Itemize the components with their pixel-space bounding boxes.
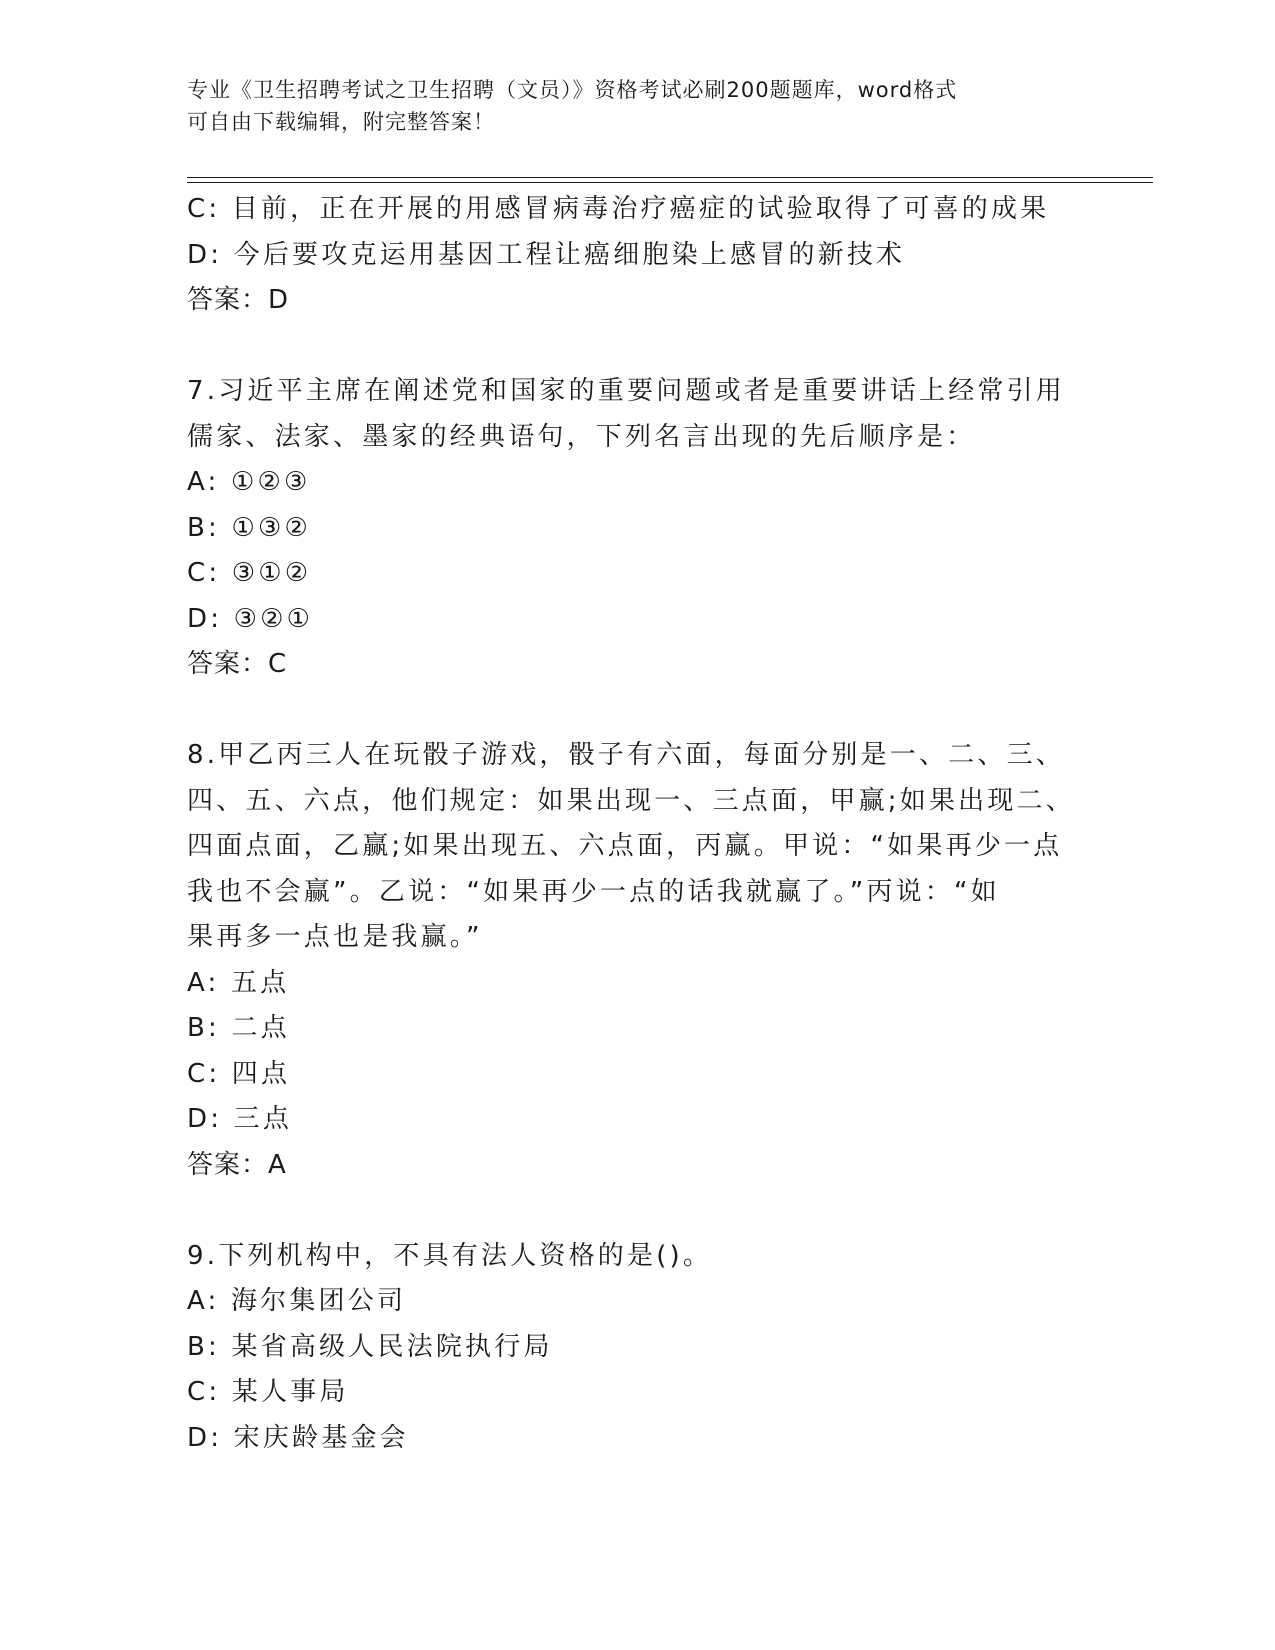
- question-stem-line: 9.下列机构中，不具有法人资格的是()。: [187, 1240, 713, 1271]
- option-c: C: ③①②: [187, 558, 312, 588]
- header-rule-top: [187, 177, 1153, 178]
- answer-line: 答案：C: [187, 649, 288, 679]
- document-header: [187, 74, 1087, 138]
- header-line-1: 专业《卫生招聘考试之卫生招聘（文员）》资格考试必刷200题题库，word格式: [187, 78, 958, 102]
- option-a: A: ①②③: [187, 467, 311, 497]
- question-stem-line: 8.甲乙丙三人在玩骰子游戏，骰子有六面，每面分别是一、二、三、: [187, 740, 1066, 770]
- option-d: D: 宋庆龄基金会: [187, 1422, 409, 1453]
- question-stem-line: 7.习近平主席在阐述党和国家的重要问题或者是重要讲话上经常引用: [187, 376, 1066, 406]
- option-b: B: ①③②: [187, 512, 311, 543]
- option-c: C: 某人事局: [187, 1377, 349, 1407]
- option-d: D: 三点: [187, 1104, 293, 1134]
- question-7: [187, 369, 1087, 688]
- spacer: [187, 1188, 1087, 1234]
- option-c: C: 目前，正在开展的用感冒病毒治疗癌症的试验取得了可喜的成果: [187, 194, 1050, 224]
- option-d: D: ③②①: [187, 603, 314, 634]
- option-c: C: 四点: [187, 1058, 291, 1089]
- document-body: [187, 187, 1087, 1461]
- header-rule-bottom: [187, 182, 1153, 183]
- option-b: B: 某省高级人民法院执行局: [187, 1331, 553, 1362]
- option-a: A: 海尔集团公司: [187, 1286, 407, 1316]
- question-stem-line: 四面点面，乙赢;如果出现五、六点面，丙赢。甲说：“如果再少一点: [187, 831, 1063, 861]
- answer-line: 答案：D: [187, 285, 290, 315]
- question-stem-line: 四、五、六点，他们规定：如果出现一、三点面，甲赢;如果出现二、: [187, 785, 1075, 816]
- option-d: D: 今后要攻克运用基因工程让癌细胞染上感冒的新技术: [187, 239, 906, 270]
- question-6-tail: [187, 187, 1087, 324]
- spacer: [187, 688, 1087, 734]
- option-a: A: 五点: [187, 967, 290, 998]
- answer-line: 答案：A: [187, 1149, 287, 1180]
- question-stem-line: 果再多一点也是我赢。”: [187, 922, 483, 952]
- question-stem-line: 我也不会赢”。乙说：“如果再少一点的话我就赢了。”丙说：“如: [187, 876, 1000, 907]
- header-line-2: 可自由下载编辑，附完整答案！: [187, 110, 495, 134]
- spacer: [187, 324, 1087, 370]
- question-stem-line: 儒家、法家、墨家的经典语句，下列名言出现的先后顺序是：: [187, 421, 976, 452]
- option-b: B: 二点: [187, 1013, 290, 1043]
- question-9: [187, 1234, 1087, 1462]
- question-8: [187, 733, 1087, 1188]
